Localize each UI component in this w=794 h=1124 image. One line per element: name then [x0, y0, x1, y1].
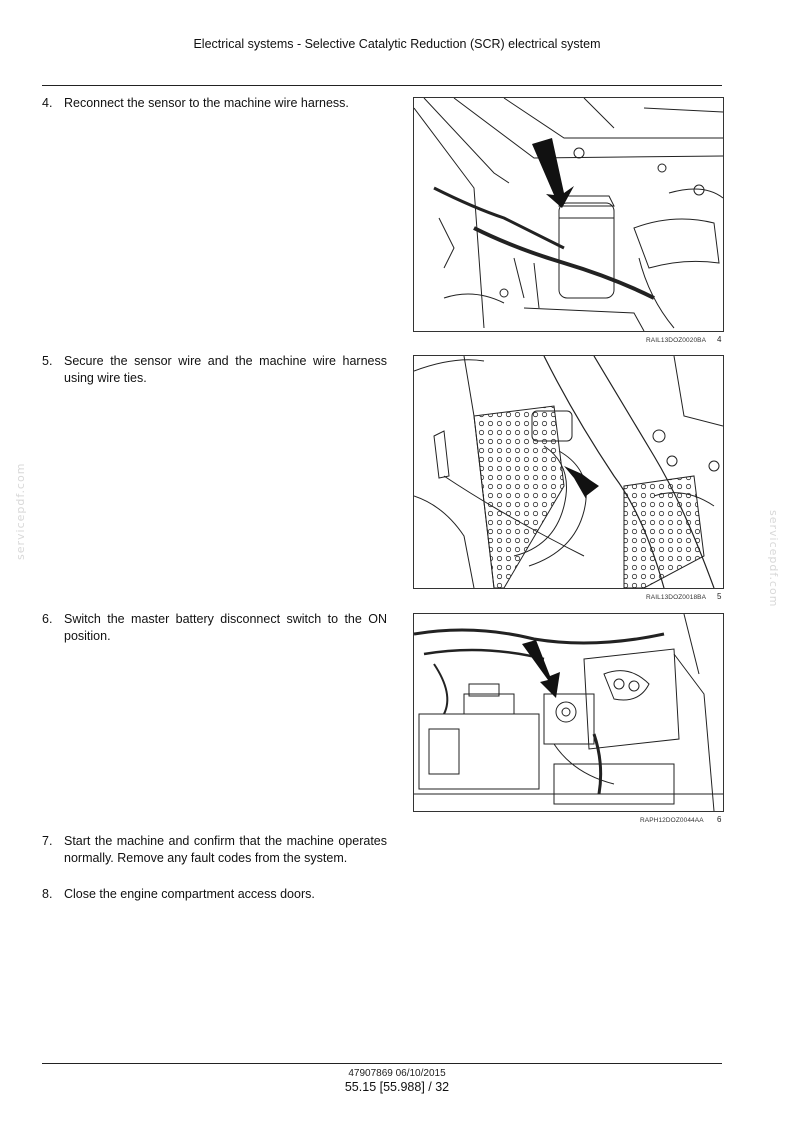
figure-6-number: 6: [717, 815, 722, 824]
figure-6-battery-disconnect-photo: [413, 613, 724, 812]
step-number: 4.: [42, 96, 53, 110]
step-number: 5.: [42, 354, 53, 368]
figure-6-code: RAPH12DOZ0044AA: [640, 817, 704, 824]
header-rule: [42, 85, 722, 86]
footer-document-number: 47907869 06/10/2015: [348, 1068, 446, 1079]
watermark-left: servicepdf.com: [14, 462, 27, 560]
step-4: [42, 95, 387, 112]
step-text: Secure the sensor wire and the machine wire harness using wire ties.: [64, 354, 387, 385]
step-7: [42, 833, 387, 866]
watermark-right: servicepdf.com: [767, 510, 780, 608]
footer-page-number: 55.15 [55.988] / 32: [344, 1080, 450, 1094]
step-text: Close the engine compartment access doors.: [64, 887, 315, 901]
figure-6-illustration: [414, 614, 723, 811]
figure-5-wire-ties-photo: [413, 355, 724, 589]
figure-4-sensor-harness-photo: [413, 97, 724, 332]
footer-rule: [42, 1063, 722, 1064]
step-text: Reconnect the sensor to the machine wire harness.: [64, 96, 349, 110]
arrow-pointer-icon: [532, 138, 574, 208]
step-6: [42, 611, 387, 644]
figure-4-code: RAIL13DOZ0020BA: [646, 337, 707, 344]
page-header-title: Electrical systems - Selective Catalytic Reduction (SCR) electrical system: [193, 37, 601, 51]
figure-5-code: RAIL13DOZ0018BA: [646, 594, 707, 601]
figure-4-number: 4: [717, 335, 722, 344]
arrow-pointer-icon: [564, 466, 599, 499]
step-text: Switch the master battery disconnect switch to the ON position.: [64, 612, 387, 643]
step-5: [42, 353, 387, 386]
step-number: 7.: [42, 834, 53, 848]
step-number: 8.: [42, 887, 53, 901]
step-text: Start the machine and confirm that the machine operates normally. Remove any fault codes from the system.: [64, 834, 387, 865]
figure-5-illustration: [414, 356, 723, 588]
step-8: [42, 886, 387, 903]
step-number: 6.: [42, 612, 53, 626]
arrow-pointer-icon: [522, 640, 560, 698]
figure-4-illustration: [414, 98, 723, 331]
figure-5-number: 5: [717, 592, 722, 601]
